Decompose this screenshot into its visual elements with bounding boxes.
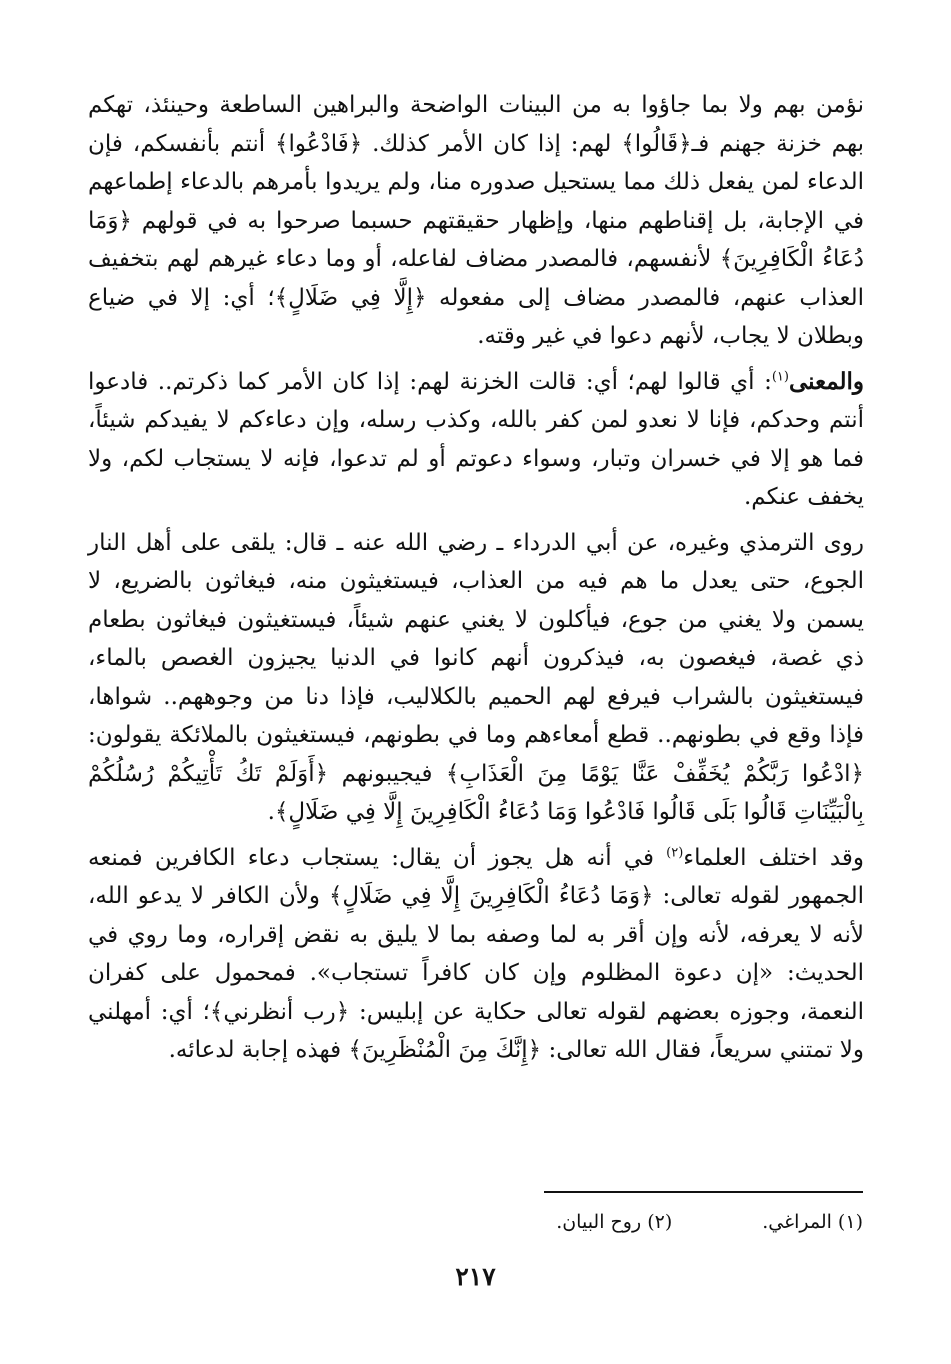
page-body — [88, 86, 864, 1070]
paragraph-3: روى الترمذي وغيره، عن أبي الدرداء ـ رضي الله عنه ـ قال: يلقى على أهل النار الجوع، حتى يعدل ما هم فيه من العذاب، فيستغيثون منه، فيغاثون بالضريع، لا يسمن ولا يغني من جوع، فيأكلون لا يغني عنهم شيئاً، فيستغيثون فيغاثون بطعام ذي غصة، فيغصون به، فيذكرون أنهم كانوا في الدنيا يجيزون الغصص بالماء، فيستغيثون بالشراب فيرفع لهم الحميم بالكلاليب، فإذا دنا من وجوههم.. شواها، فإذا وقع في بطونهم.. قطع أمعاءهم وما في بطونهم، فيستغيثون بالملائكة يقولون: ﴿ادْعُوا رَبَّكُمْ يُخَفِّفْ عَنَّا يَوْمًا مِنَ الْعَذَابِ﴾ فيجيبونهم ﴿أَوَلَمْ تَكُ تَأْتِيكُمْ رُسُلُكُمْ بِالْبَيِّنَاتِ قَالُوا بَلَى قَالُوا فَادْعُوا وَمَا دُعَاءُ الْكَافِرِينَ إِلَّا فِي ضَلَالٍ﴾. — [88, 529, 864, 825]
paragraph-2-lead: والمعنى — [788, 367, 864, 395]
footnote-2: (٢) روح البيان. — [556, 1211, 673, 1233]
footnote-ref-2: (٢) — [666, 844, 684, 860]
footnotes — [87, 1208, 863, 1236]
page-number: ٢١٧ — [455, 1262, 496, 1291]
paragraph-4 — [88, 839, 864, 1070]
paragraph-4-text: في أنه هل يجوز أن يقال: يستجاب دعاء الكافرين فمنعه الجمهور لقوله تعالى: ﴿وَمَا دُعَاءُ الْكَافِرِينَ إِلَّا فِي ضَلَالٍ﴾ ولأن الكافر لا يدعو الله، لأنه لا يعرفه، لأنه وإن أقر به لما وصفه بما لا يليق به نقض إقراره، وما روي في الحديث: «إن دعوة المظلوم وإن كان كافراً تستجاب». فمحمول على كفران النعمة، وجوزه بعضهم لقوله تعالى حكاية عن إبليس: ﴿رب أنظرني﴾؛ أي: أمهلني ولا تمتني سريعاً، فقال الله تعالى: ﴿إِنَّكَ مِنَ الْمُنْظَرِينَ﴾ فهذه إجابة لدعائه. — [88, 844, 864, 1063]
footnote-divider — [544, 1191, 863, 1193]
footnote-1: (١) المراغي. — [762, 1211, 863, 1233]
footnote-ref-1: (١) — [771, 368, 789, 384]
paragraph-1: نؤمن بهم ولا بما جاؤوا به من البينات الواضحة والبراهين الساطعة وحينئذ، تهكم بهم خزنة جهنم فـ﴿قَالُوا﴾ لهم: إذا كان الأمر كذلك. ﴿فَادْعُوا﴾ أنتم بأنفسكم، فإن الدعاء لمن يفعل ذلك مما يستحيل صدوره منا، ولم يريدوا بأمرهم بالدعاء إطماعهم في الإجابة، بل إقناطهم منها، وإظهار حقيقتهم حسبما صرحوا به في قولهم ﴿وَمَا دُعَاءُ الْكَافِرِينَ﴾ لأنفسهم، فالمصدر مضاف لفاعله، أو وما دعاء غيرهم لهم بتخفيف العذاب عنهم، فالمصدر مضاف إلى مفعوله ﴿إِلَّا فِي ضَلَالٍ﴾؛ أي: إلا في ضياع وبطلان لا يجاب، لأنهم دعوا في غير وقته. — [88, 92, 864, 349]
paragraph-2 — [88, 363, 864, 517]
paragraph-4-lead: وقد اختلف العلماء — [683, 844, 865, 871]
paragraph-2-text: : أي قالوا لهم؛ أي: قالت الخزنة لهم: إذا كان الأمر كما ذكرتم.. فادعوا أنتم وحدكم، فإنا لا نعدو لمن كفر بالله، وكذب رسله، وإن دعاءكم لا يفيدكم شيئاً، فما هو إلا في خسران وتبار، وسواء دعوتم أو لم تدعوا، فإنه لا يستجاب لكم، ولا يخفف عنكم. — [88, 368, 864, 510]
